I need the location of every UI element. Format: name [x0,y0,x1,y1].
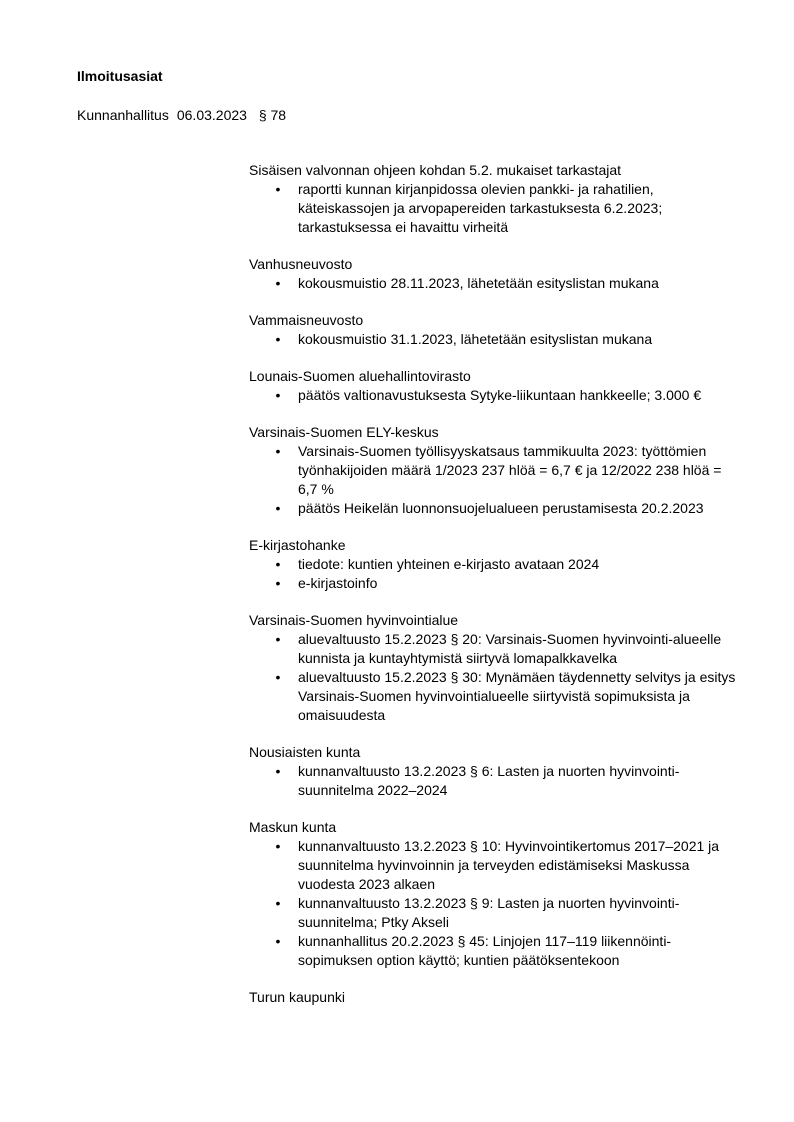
list-item-text: kunnanvaltuusto 13.2.2023 § 10: Hyvinvointikertomus 2017–2021 ja suunnitelma hyvinvoinnin ja terveyden edistämiseksi Maskussa vuodesta 2023 alkaen [298,838,720,892]
bullet-icon: • [275,181,281,197]
section-title: Vanhusneuvosto [249,256,353,272]
notice-section [249,161,739,237]
list-item [249,274,739,293]
list-item-text: kokousmuistio 28.11.2023, lähetetään esityslistan mukana [298,275,659,291]
bullet-icon: • [275,838,281,854]
list-item-text: tiedote: kuntien yhteinen e-kirjasto avataan 2024 [298,556,600,572]
section-title: Nousiaisten kunta [249,744,361,760]
list-item [249,499,739,518]
notice-section [249,743,739,800]
notice-section [249,988,739,1007]
notice-section [249,423,739,518]
list-item-text: kunnanvaltuusto 13.2.2023 § 6: Lasten ja nuorten hyvinvointi-suunnitelma 2022–2024 [298,763,680,798]
section-title: Sisäisen valvonnan ohjeen kohdan 5.2. mukaiset tarkastajat [249,162,622,178]
meeting-date: 06.03.2023 [176,107,247,123]
section-item-list [249,555,739,593]
section-item-list [249,837,739,970]
section-title: Varsinais-Suomen ELY-keskus [249,424,439,440]
meeting-reference [77,106,286,125]
bullet-icon: • [275,933,281,949]
list-item-text: raportti kunnan kirjanpidossa olevien pankki- ja rahatilien, käteiskassojen ja arvopapereiden tarkastuksesta 6.2.2023; tarkastuksessa ei havaittu virheitä [298,181,663,235]
bullet-icon: • [275,387,281,403]
list-item-text: Varsinais-Suomen työllisyyskatsaus tammikuulta 2023: työttömien työnhakijoiden määrä 1/2023 237 hlöä = 6,7 € ja 12/2022 238 hlöä = 6,7 % [298,443,722,497]
notice-section [249,367,739,405]
notice-section [249,536,739,593]
section-item-list [249,442,739,518]
section-title: E-kirjastohanke [249,537,346,553]
list-item-text: päätös valtionavustuksesta Sytyke-liikuntaan hankkeelle; 3.000 € [298,387,702,403]
meeting-body: Kunnanhallitus [77,107,169,123]
bullet-icon: • [275,669,281,685]
list-item-text: kunnanvaltuusto 13.2.2023 § 9: Lasten ja nuorten hyvinvointi-suunnitelma; Ptky Akseli [298,895,680,930]
section-item-list [249,762,739,800]
list-item [249,386,739,405]
page-title: Ilmoitusasiat [77,68,163,84]
bullet-icon: • [275,443,281,459]
bullet-icon: • [275,575,281,591]
list-item [249,762,739,800]
section-title: Varsinais-Suomen hyvinvointialue [249,612,459,628]
section-title: Turun kaupunki [249,989,345,1005]
list-item [249,180,739,237]
list-item [249,574,739,593]
section-title: Maskun kunta [249,819,337,835]
section-item-list [249,630,739,725]
bullet-icon: • [275,763,281,779]
notice-section [249,311,739,349]
list-item [249,668,739,725]
list-item [249,837,739,894]
section-item-list [249,330,739,349]
list-item [249,442,739,499]
bullet-icon: • [275,331,281,347]
section-item-list [249,180,739,237]
list-item [249,330,739,349]
section-item-list [249,386,739,405]
list-item-text: päätös Heikelän luonnonsuojelualueen perustamisesta 20.2.2023 [298,500,704,516]
notice-section [249,611,739,725]
list-item [249,894,739,932]
list-item [249,932,739,970]
bullet-icon: • [275,275,281,291]
list-item-text: kunnanhallitus 20.2.2023 § 45: Linjojen 117–119 liikennöinti-sopimuksen option käyttö; kuntien päätöksentekoon [298,933,672,968]
list-item-text: kokousmuistio 31.1.2023, lähetetään esityslistan mukana [298,331,653,347]
list-item [249,630,739,668]
notice-list [249,161,739,1025]
bullet-icon: • [275,895,281,911]
list-item-text: e-kirjastoinfo [298,575,378,591]
section-title: Lounais-Suomen aluehallintovirasto [249,368,471,384]
notice-section [249,255,739,293]
list-item [249,555,739,574]
bullet-icon: • [275,631,281,647]
notice-section [249,818,739,970]
section-item-list [249,274,739,293]
bullet-icon: • [275,500,281,516]
section-title: Vammaisneuvosto [249,312,364,328]
list-item-text: aluevaltuusto 15.2.2023 § 30: Mynämäen täydennetty selvitys ja esitys Varsinais-Suomen hyvinvointialueelle siirtyvistä sopimuksista ja omaisuudesta [298,669,736,723]
meeting-paragraph: § 78 [258,107,287,123]
bullet-icon: • [275,556,281,572]
list-item-text: aluevaltuusto 15.2.2023 § 20: Varsinais-Suomen hyvinvointi-alueelle kunnista ja kuntayhtymistä siirtyvä lomapalkkavelka [298,631,722,666]
